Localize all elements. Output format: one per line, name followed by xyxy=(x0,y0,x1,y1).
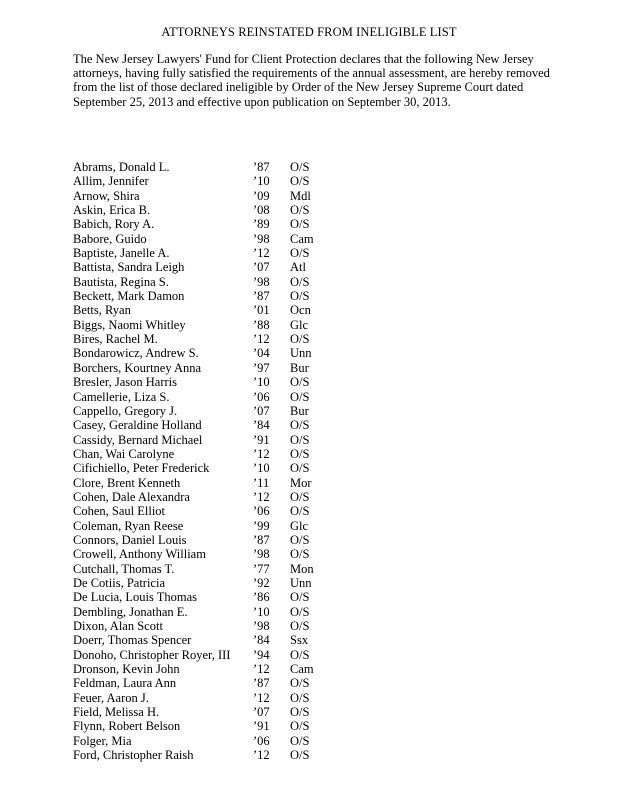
list-item xyxy=(73,332,373,346)
attorney-name: Cutchall, Thomas T. xyxy=(73,561,175,576)
admission-year: ’10 xyxy=(253,375,270,390)
admission-year: ’87 xyxy=(253,289,270,304)
admission-year: ’12 xyxy=(253,748,270,763)
list-item xyxy=(73,447,373,461)
county-code: O/S xyxy=(290,174,310,189)
admission-year: ’91 xyxy=(253,719,270,734)
list-item xyxy=(73,390,373,404)
county-code: O/S xyxy=(290,160,310,174)
list-item xyxy=(73,719,373,733)
attorney-name: Babore, Guido xyxy=(73,231,147,246)
county-code: Ssx xyxy=(290,633,309,648)
admission-year: ’07 xyxy=(253,705,270,720)
county-code: Mor xyxy=(290,475,312,490)
attorney-name: Field, Melissa H. xyxy=(73,705,160,720)
list-item xyxy=(73,476,373,490)
county-code: O/S xyxy=(290,705,310,720)
admission-year: ’91 xyxy=(253,432,270,447)
county-code: Glc xyxy=(290,317,309,332)
county-code: O/S xyxy=(290,289,310,304)
attorney-name: Coleman, Ryan Reese xyxy=(73,518,184,533)
county-code: O/S xyxy=(290,733,310,748)
attorney-name: Abrams, Donald L. xyxy=(73,160,170,174)
attorney-name: Cohen, Saul Elliot xyxy=(73,504,166,519)
attorney-name: Cassidy, Bernard Michael xyxy=(73,432,203,447)
list-item xyxy=(73,189,373,203)
list-item xyxy=(73,375,373,389)
attorney-name: Chan, Wai Carolyne xyxy=(73,446,175,461)
attorney-name: Beckett, Mark Damon xyxy=(73,289,185,304)
admission-year: ’98 xyxy=(253,274,270,289)
attorney-name: Dronson, Kevin John xyxy=(73,662,180,677)
attorney-name: Baptiste, Janelle A. xyxy=(73,246,170,261)
list-item xyxy=(73,490,373,504)
list-item xyxy=(73,576,373,590)
list-item xyxy=(73,418,373,432)
admission-year: ’08 xyxy=(253,203,270,218)
county-code: O/S xyxy=(290,504,310,519)
county-code: O/S xyxy=(290,489,310,504)
county-code: O/S xyxy=(290,418,310,433)
attorney-name: Connors, Daniel Louis xyxy=(73,532,187,547)
list-item xyxy=(73,705,373,719)
county-code: O/S xyxy=(290,203,310,218)
attorney-name: Cappello, Gregory J. xyxy=(73,403,178,418)
admission-year: ’98 xyxy=(253,619,270,633)
list-item xyxy=(73,590,373,604)
admission-year: ’10 xyxy=(253,174,270,189)
list-item xyxy=(73,275,373,289)
document-title: ATTORNEYS REINSTATED FROM INELIGIBLE LIST xyxy=(161,25,457,39)
attorney-name: Folger, Mia xyxy=(73,733,132,748)
admission-year: ’12 xyxy=(253,662,270,677)
admission-year: ’97 xyxy=(253,360,270,375)
county-code: Cam xyxy=(290,662,314,677)
attorney-name: Arnow, Shira xyxy=(73,188,140,203)
attorney-name: Dixon, Alan Scott xyxy=(73,619,163,633)
admission-year: ’01 xyxy=(253,303,270,318)
list-item xyxy=(73,605,373,619)
attorney-name: Borchers, Kourtney Anna xyxy=(73,360,202,375)
attorney-name: Allim, Jennifer xyxy=(73,174,149,189)
attorney-name: Cifichiello, Peter Frederick xyxy=(73,461,210,476)
list-item xyxy=(73,547,373,561)
admission-year: ’11 xyxy=(253,475,270,490)
list-item xyxy=(73,734,373,748)
county-code: O/S xyxy=(290,590,310,605)
admission-year: ’06 xyxy=(253,389,270,404)
attorney-name: De Cotiis, Patricia xyxy=(73,575,165,590)
attorney-name: Bresler, Jason Harris xyxy=(73,375,177,390)
county-code: O/S xyxy=(290,246,310,261)
county-code: Unn xyxy=(290,346,312,361)
list-item xyxy=(73,174,373,188)
admission-year: ’09 xyxy=(253,188,270,203)
county-code: O/S xyxy=(290,446,310,461)
list-item xyxy=(73,160,373,174)
list-item xyxy=(73,289,373,303)
list-item xyxy=(73,504,373,518)
county-code: Mdl xyxy=(290,188,311,203)
attorney-name: Askin, Erica B. xyxy=(73,203,151,218)
attorney-name: Biggs, Naomi Whitley xyxy=(73,317,186,332)
county-code: Unn xyxy=(290,575,312,590)
attorney-name: Bires, Rachel M. xyxy=(73,332,158,347)
admission-year: ’84 xyxy=(253,418,270,433)
list-item xyxy=(73,260,373,274)
attorney-name: Flynn, Robert Belson xyxy=(73,719,181,734)
admission-year: ’92 xyxy=(253,575,270,590)
list-item xyxy=(73,361,373,375)
attorney-name: Donoho, Christopher Royer, III xyxy=(73,647,231,662)
attorney-name: Bondarowicz, Andrew S. xyxy=(73,346,199,361)
attorney-name: Ford, Christopher Raish xyxy=(73,748,194,763)
county-code: O/S xyxy=(290,461,310,476)
admission-year: ’07 xyxy=(253,260,270,275)
admission-year: ’87 xyxy=(253,160,270,174)
list-item xyxy=(73,648,373,662)
county-code: O/S xyxy=(290,748,310,763)
attorney-name: Feldman, Laura Ann xyxy=(73,676,177,691)
county-code: O/S xyxy=(290,619,310,633)
list-item xyxy=(73,691,373,705)
county-code: Ocn xyxy=(290,303,311,318)
attorney-name: Casey, Geraldine Holland xyxy=(73,418,202,433)
admission-year: ’87 xyxy=(253,676,270,691)
attorney-name: Betts, Ryan xyxy=(73,303,131,318)
admission-year: ’12 xyxy=(253,690,270,705)
attorney-name: Dembling, Jonathan E. xyxy=(73,604,188,619)
admission-year: ’84 xyxy=(253,633,270,648)
county-code: Mon xyxy=(290,561,314,576)
list-item xyxy=(73,562,373,576)
admission-year: ’04 xyxy=(253,346,270,361)
list-item xyxy=(73,404,373,418)
county-code: O/S xyxy=(290,604,310,619)
list-item xyxy=(73,461,373,475)
county-code: Atl xyxy=(290,260,306,275)
list-item xyxy=(73,217,373,231)
admission-year: ’12 xyxy=(253,446,270,461)
list-item xyxy=(73,203,373,217)
list-item xyxy=(73,533,373,547)
admission-year: ’06 xyxy=(253,733,270,748)
list-item xyxy=(73,633,373,647)
list-item xyxy=(73,246,373,260)
admission-year: ’07 xyxy=(253,403,270,418)
admission-year: ’98 xyxy=(253,231,270,246)
county-code: O/S xyxy=(290,532,310,547)
county-code: Glc xyxy=(290,518,309,533)
attorney-list xyxy=(73,160,373,762)
admission-year: ’12 xyxy=(253,332,270,347)
county-code: O/S xyxy=(290,647,310,662)
admission-year: ’88 xyxy=(253,317,270,332)
county-code: O/S xyxy=(290,676,310,691)
admission-year: ’89 xyxy=(253,217,270,232)
attorney-name: Bautista, Regina S. xyxy=(73,274,169,289)
list-item xyxy=(73,232,373,246)
intro-paragraph: The New Jersey Lawyers' Fund for Client Protection declares that the following New Jersey attorneys, having fully satisfied the requirements of the annual assessment, are hereby removed from the list of those declared ineligible by Order of the New Jersey Supreme Court dated September 25, 2013 and effective upon publication on September 30, 2013. xyxy=(73,52,550,109)
county-code: O/S xyxy=(290,217,310,232)
county-code: Bur xyxy=(290,360,309,375)
county-code: O/S xyxy=(290,690,310,705)
county-code: Cam xyxy=(290,231,314,246)
county-code: O/S xyxy=(290,389,310,404)
list-item xyxy=(73,519,373,533)
attorney-name: Babich, Rory A. xyxy=(73,217,155,232)
county-code: O/S xyxy=(290,719,310,734)
county-code: Bur xyxy=(290,403,309,418)
admission-year: ’94 xyxy=(253,647,270,662)
county-code: O/S xyxy=(290,274,310,289)
admission-year: ’87 xyxy=(253,532,270,547)
county-code: O/S xyxy=(290,332,310,347)
admission-year: ’99 xyxy=(253,518,270,533)
attorney-name: Battista, Sandra Leigh xyxy=(73,260,185,275)
list-item xyxy=(73,318,373,332)
admission-year: ’06 xyxy=(253,504,270,519)
attorney-name: Cohen, Dale Alexandra xyxy=(73,489,190,504)
admission-year: ’12 xyxy=(253,246,270,261)
attorney-name: Crowell, Anthony William xyxy=(73,547,206,562)
list-item xyxy=(73,303,373,317)
attorney-name: De Lucia, Louis Thomas xyxy=(73,590,198,605)
admission-year: ’77 xyxy=(253,561,270,576)
list-item xyxy=(73,433,373,447)
county-code: O/S xyxy=(290,547,310,562)
admission-year: ’12 xyxy=(253,489,270,504)
admission-year: ’10 xyxy=(253,461,270,476)
list-item xyxy=(73,676,373,690)
attorney-name: Camellerie, Liza S. xyxy=(73,389,170,404)
county-code: O/S xyxy=(290,432,310,447)
admission-year: ’98 xyxy=(253,547,270,562)
list-item xyxy=(73,346,373,360)
list-item xyxy=(73,662,373,676)
attorney-name: Doerr, Thomas Spencer xyxy=(73,633,192,648)
attorney-name: Clore, Brent Kenneth xyxy=(73,475,181,490)
admission-year: ’86 xyxy=(253,590,270,605)
list-item xyxy=(73,748,373,762)
list-item xyxy=(73,619,373,633)
attorney-name: Feuer, Aaron J. xyxy=(73,690,149,705)
admission-year: ’10 xyxy=(253,604,270,619)
county-code: O/S xyxy=(290,375,310,390)
